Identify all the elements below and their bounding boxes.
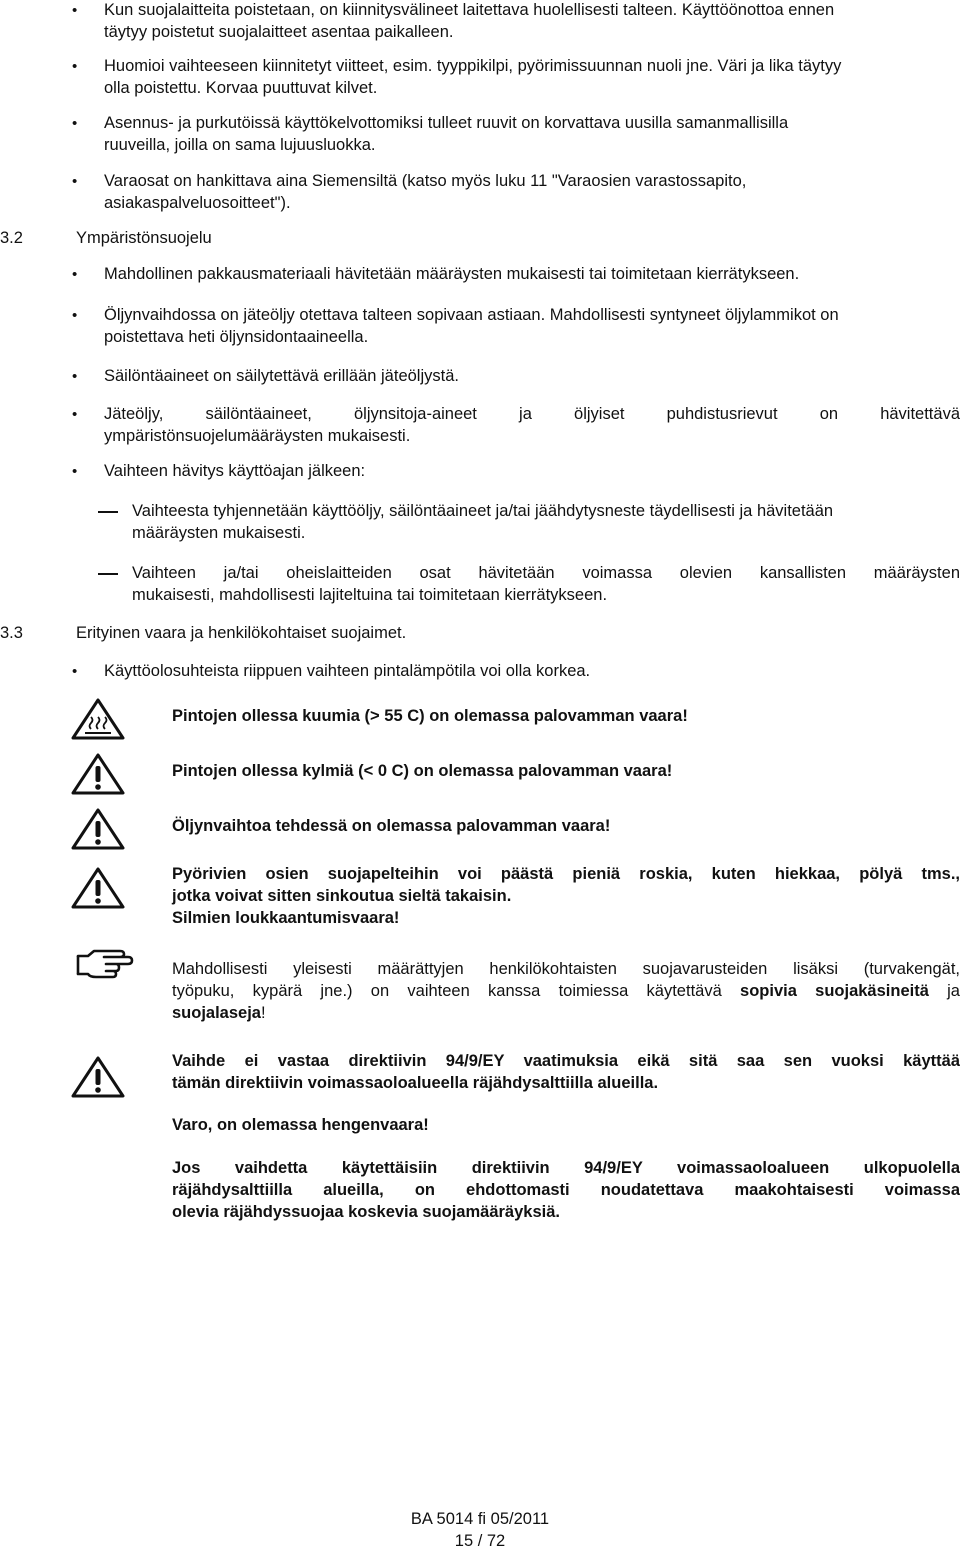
bullet-text: Öljynvaihdossa on jäteöljy otettava talteen sopivaan astiaan. Mahdollisesti syntyneet öljylammikot on poistettava heti öljynsidontaaineella. [104,306,839,346]
bullet-text: Kun suojalaitteita poistetaan, on kiinnitysvälineet laitettava huolellisesti talteen. Käyttöönottoa ennen täytyy poistetut suojalaitteet asentaa paikalleen. [104,1,835,41]
bullet-marker: • [72,266,78,283]
section-number: 3.3 [0,624,23,642]
section-title: Ympäristönsuojelu [76,229,212,247]
pointing-hand-icon [76,948,134,988]
bullet-text: Asennus- ja purkutöissä käyttökelvottomiksi tulleet ruuvit on korvattava uusilla samanmallisilla ruuveilla, joilla on sama lujuusluokka. [104,114,789,154]
dash-marker [98,573,118,575]
dash-text: Vaihteesta tyhjennetään käyttööljy, säilöntäaineet ja/tai jäähdytysneste täydellisesti ja hävitetään määräysten mukaisesti. [132,502,834,542]
page-number: 15 / 72 [454,1532,506,1550]
section-title: Erityinen vaara ja henkilökohtaiset suojaimet. [76,624,407,642]
hot-surface-icon [70,697,126,747]
bullet-marker: • [72,463,78,480]
bullet-marker: • [72,115,78,132]
section-number: 3.2 [0,229,23,247]
warning-triangle-icon [70,807,126,857]
bullet-text: Käyttöolosuhteista riippuen vaihteen pintalämpötila voi olla korkea. [104,662,591,680]
dash-marker [98,511,118,513]
bullet-marker: • [72,368,78,385]
warning-text: Öljynvaihtoa tehdessä on olemassa palovamman vaara! [172,817,611,835]
dash-text: Vaihteen ja/tai oheislaitteiden osat hävitetään voimassa olevien kansallisten määräysten mukaisesti, mahdollisesti lajiteltuina tai toimitetaan kierrätykseen. [132,564,960,604]
warning-triangle-icon [70,752,126,802]
bullet-text: Varaosat on hankittava aina Siemensiltä (katso myös luku 11 "Varaosien varastossapito, asiakaspalveluosoitteet"). [104,172,747,212]
atex-danger-line: Varo, on olemassa hengenvaara! [172,1116,429,1134]
bullet-text: Huomioi vaihteeseen kiinnitetyt viitteet, esim. tyyppikilpi, pyörimissuunnan nuoli jne. Väri ja lika täytyy olla poistettu. Korvaa puuttuvat kilvet. [104,57,842,97]
atex-paragraph: Jos vaihdetta käytettäisiin direktiivin 94/9/EY voimassaoloalueen ulkopuolella räjähdysalttiilla alueilla, on ehdottomasti noudatettava maakohtaisesti voimassa olevia räjähdyssuojaa koskevia suojamääräyksiä. [172,1159,960,1221]
bullet-marker: • [72,307,78,324]
atex-paragraph: Vaihde ei vastaa direktiivin 94/9/EY vaatimuksia eikä sitä saa sen vuoksi käyttää tämän direktiivin voimassaoloalueella räjähdysalttiilla alueilla. [172,1052,960,1092]
warning-triangle-icon [70,1055,126,1105]
bullet-marker: • [72,663,78,680]
bullet-text: Jäteöljy, säilöntäaineet, öljynsitoja-aineet ja öljyiset puhdistusrievut on hävitettävä ympäristönsuojelumääräysten mukaisesti. [104,405,960,445]
note-text: Mahdollisesti yleisesti määrättyjen henkilökohtaisten suojavarusteiden lisäksi (turvakengät, työpuku, kypärä jne.) on vaihteen kanssa toimiessa käytettävä sopivia suojakäsineitä ja suojalaseja! [172,960,960,1022]
bullet-marker: • [72,2,78,19]
bullet-marker: • [72,58,78,75]
warning-text: Pintojen ollessa kuumia (> 55 C) on olemassa palovamman vaara! [172,707,688,725]
bullet-text: Mahdollinen pakkausmateriaali hävitetään määräysten mukaisesti tai toimitetaan kierrätykseen. [104,265,800,283]
warning-text: Pintojen ollessa kylmiä (< 0 C) on olemassa palovamman vaara! [172,762,673,780]
warning-text: Pyörivien osien suojapelteihin voi päästä pieniä roskia, kuten hiekkaa, pölyä tms., jotka voivat sitten sinkoutua sieltä takaisin. Silmien loukkaantumisvaara! [172,865,960,927]
bullet-marker: • [72,173,78,190]
bullet-marker: • [72,406,78,423]
warning-triangle-icon [70,866,126,916]
bullet-text: Vaihteen hävitys käyttöajan jälkeen: [104,462,366,480]
bullet-text: Säilöntäaineet on säilytettävä erillään jäteöljystä. [104,367,459,385]
document-id: BA 5014 fi 05/2011 [410,1510,550,1528]
